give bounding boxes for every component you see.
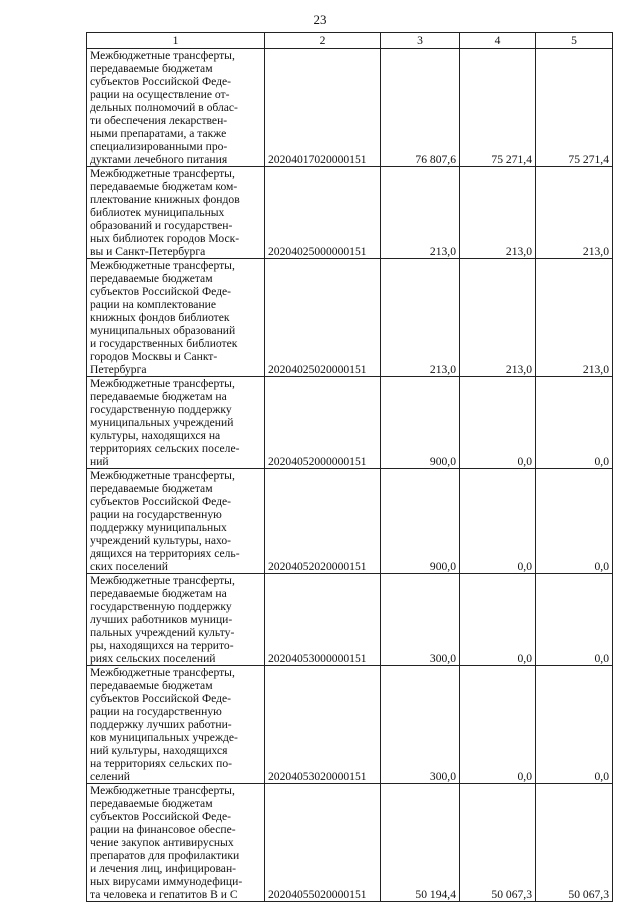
transfer-name-line: Межбюджетные трансферты, [90, 377, 235, 390]
budget-table [86, 32, 613, 902]
transfer-name-cell [87, 666, 265, 784]
amount-col3-cell: 900,0 [381, 469, 460, 574]
transfer-name-line: культуры, находящихся на [90, 429, 221, 442]
transfer-name-line: библиотек муниципальных [90, 206, 225, 219]
amount-col4-cell: 50 067,3 [460, 784, 536, 902]
transfer-name-line: городов Москвы и Санкт- [90, 350, 218, 363]
transfer-name-line: передаваемые бюджетам на [90, 390, 227, 403]
transfer-name-cell [87, 469, 265, 574]
transfer-name-line: и государственных библиотек [90, 337, 238, 350]
transfer-name-line: на территориях сельских по- [90, 757, 233, 770]
table-row [87, 666, 613, 784]
transfer-name-line: передаваемые бюджетам [90, 797, 213, 810]
transfer-name-line: Межбюджетные трансферты, [90, 259, 235, 272]
table-row [87, 167, 613, 259]
transfer-name-line: ний [90, 455, 109, 468]
amount-col5-cell: 213,0 [536, 259, 613, 377]
budget-code-cell: 20204025020000151 [265, 259, 381, 377]
transfer-name-cell [87, 259, 265, 377]
transfer-name-cell [87, 377, 265, 469]
column-header-4: 4 [460, 33, 536, 49]
page-number: 23 [313, 12, 327, 27]
transfer-name-line: рации на осуществление от- [90, 88, 230, 101]
transfer-name-line: государственную поддержку [90, 600, 232, 613]
budget-code-cell: 20204025000000151 [265, 167, 381, 259]
table-row [87, 259, 613, 377]
transfer-name-line: образований и государствен- [90, 219, 233, 232]
transfer-name-line: рации на государственную [90, 508, 222, 521]
amount-col3-cell: 50 194,4 [381, 784, 460, 902]
amount-col5-cell: 50 067,3 [536, 784, 613, 902]
transfer-name-line: ных вирусами иммунодефици- [90, 875, 243, 888]
amount-col4-cell: 75 271,4 [460, 49, 536, 167]
transfer-name-line: Межбюджетные трансферты, [90, 574, 235, 587]
transfer-name-line: субъектов Российской Феде- [90, 692, 232, 705]
amount-col5-cell: 213,0 [536, 167, 613, 259]
transfer-name-line: пальных учреждений культу- [90, 626, 235, 639]
budget-code-cell: 20204053020000151 [265, 666, 381, 784]
transfer-name-line: Петербурга [90, 363, 147, 376]
amount-col3-cell: 300,0 [381, 666, 460, 784]
transfer-name-cell [87, 49, 265, 167]
column-header-3: 3 [381, 33, 460, 49]
amount-col5-cell: 0,0 [536, 469, 613, 574]
transfer-name-line: селений [90, 770, 130, 783]
transfer-name-line: муниципальных образований [90, 324, 236, 337]
table-row [87, 377, 613, 469]
transfer-name-line: специализированными про- [90, 140, 228, 153]
table-row [87, 49, 613, 167]
amount-col5-cell: 75 271,4 [536, 49, 613, 167]
amount-col3-cell: 213,0 [381, 167, 460, 259]
table-row [87, 469, 613, 574]
table-row [87, 574, 613, 666]
transfer-name-line: передаваемые бюджетам ком- [90, 180, 238, 193]
budget-code-cell: 20204055020000151 [265, 784, 381, 902]
transfer-name-line: передаваемые бюджетам на [90, 587, 227, 600]
transfer-name-line: та человека и гепатитов B и C [90, 888, 238, 901]
transfer-name-line: дящихся на территориях сель- [90, 547, 240, 560]
transfer-name-cell [87, 574, 265, 666]
column-header-5: 5 [536, 33, 613, 49]
transfer-name-line: ских поселений [90, 560, 168, 573]
amount-col5-cell: 0,0 [536, 377, 613, 469]
amount-col4-cell: 213,0 [460, 167, 536, 259]
amount-col3-cell: 213,0 [381, 259, 460, 377]
transfer-name-line: препаратов для профилактики [90, 849, 240, 862]
transfer-name-line: передаваемые бюджетам [90, 272, 213, 285]
transfer-name-line: Межбюджетные трансферты, [90, 167, 235, 180]
amount-col3-cell: 76 807,6 [381, 49, 460, 167]
transfer-name-line: государственную поддержку [90, 403, 232, 416]
transfer-name-line: субъектов Российской Феде- [90, 285, 232, 298]
amount-col4-cell: 0,0 [460, 574, 536, 666]
transfer-name-line: поддержку лучших работни- [90, 718, 232, 731]
table-row [87, 784, 613, 902]
transfer-name-line: субъектов Российской Феде- [90, 495, 232, 508]
transfer-name-line: лучших работников муници- [90, 613, 233, 626]
transfer-name-line: рации на комплектование [90, 298, 217, 311]
transfer-name-line: дуктами лечебного питания [90, 153, 228, 166]
amount-col4-cell: 0,0 [460, 377, 536, 469]
transfer-name-line: передаваемые бюджетам [90, 62, 213, 75]
transfer-name-line: учреждений культуры, нахо- [90, 534, 231, 547]
budget-code-cell: 20204052020000151 [265, 469, 381, 574]
transfer-name-line: рации на государственную [90, 705, 222, 718]
amount-col4-cell: 0,0 [460, 666, 536, 784]
transfer-name-line: Межбюджетные трансферты, [90, 49, 235, 62]
transfer-name-line: ры, находящихся на террито- [90, 639, 234, 652]
transfer-name-line: муниципальных учреждений [90, 416, 234, 429]
transfer-name-cell [87, 784, 265, 902]
amount-col3-cell: 300,0 [381, 574, 460, 666]
transfer-name-line: дельных полномочий в облас- [90, 101, 238, 114]
transfer-name-line: Межбюджетные трансферты, [90, 784, 235, 797]
amount-col5-cell: 0,0 [536, 666, 613, 784]
transfer-name-line: поддержку муниципальных [90, 521, 227, 534]
transfer-name-line: ти обеспечения лекарствен- [90, 114, 228, 127]
transfer-name-line: плектование книжных фондов [90, 193, 240, 206]
transfer-name-line: рации на финансовое обеспе- [90, 823, 236, 836]
budget-code-cell: 20204053000000151 [265, 574, 381, 666]
transfer-name-line: книжных фондов библиотек [90, 311, 230, 324]
amount-col5-cell: 0,0 [536, 574, 613, 666]
transfer-name-line: субъектов Российской Феде- [90, 75, 232, 88]
budget-code-cell: 20204017020000151 [265, 49, 381, 167]
transfer-name-line: субъектов Российской Феде- [90, 810, 232, 823]
transfer-name-line: передаваемые бюджетам [90, 482, 213, 495]
amount-col4-cell: 213,0 [460, 259, 536, 377]
transfer-name-cell [87, 167, 265, 259]
column-header-1: 1 [87, 33, 265, 49]
transfer-name-line: ков муниципальных учрежде- [90, 731, 238, 744]
transfer-name-line: риях сельских поселений [90, 652, 216, 665]
transfer-name-line: вы и Санкт-Петербурга [90, 245, 206, 258]
column-header-2: 2 [265, 33, 381, 49]
budget-code-cell: 20204052000000151 [265, 377, 381, 469]
transfer-name-line: Межбюджетные трансферты, [90, 469, 235, 482]
transfer-name-line: ными препаратами, а также [90, 127, 227, 140]
transfer-name-line: ний культуры, находящихся [90, 744, 228, 757]
header-row [87, 33, 613, 49]
transfer-name-line: чение закупок антивирусных [90, 836, 234, 849]
amount-col3-cell: 900,0 [381, 377, 460, 469]
transfer-name-line: передаваемые бюджетам [90, 679, 213, 692]
transfer-name-line: ных библиотек городов Моск- [90, 232, 240, 245]
transfer-name-line: территориях сельских поселе- [90, 442, 240, 455]
transfer-name-line: и лечения лиц, инфицирован- [90, 862, 237, 875]
transfer-name-line: Межбюджетные трансферты, [90, 666, 235, 679]
amount-col4-cell: 0,0 [460, 469, 536, 574]
